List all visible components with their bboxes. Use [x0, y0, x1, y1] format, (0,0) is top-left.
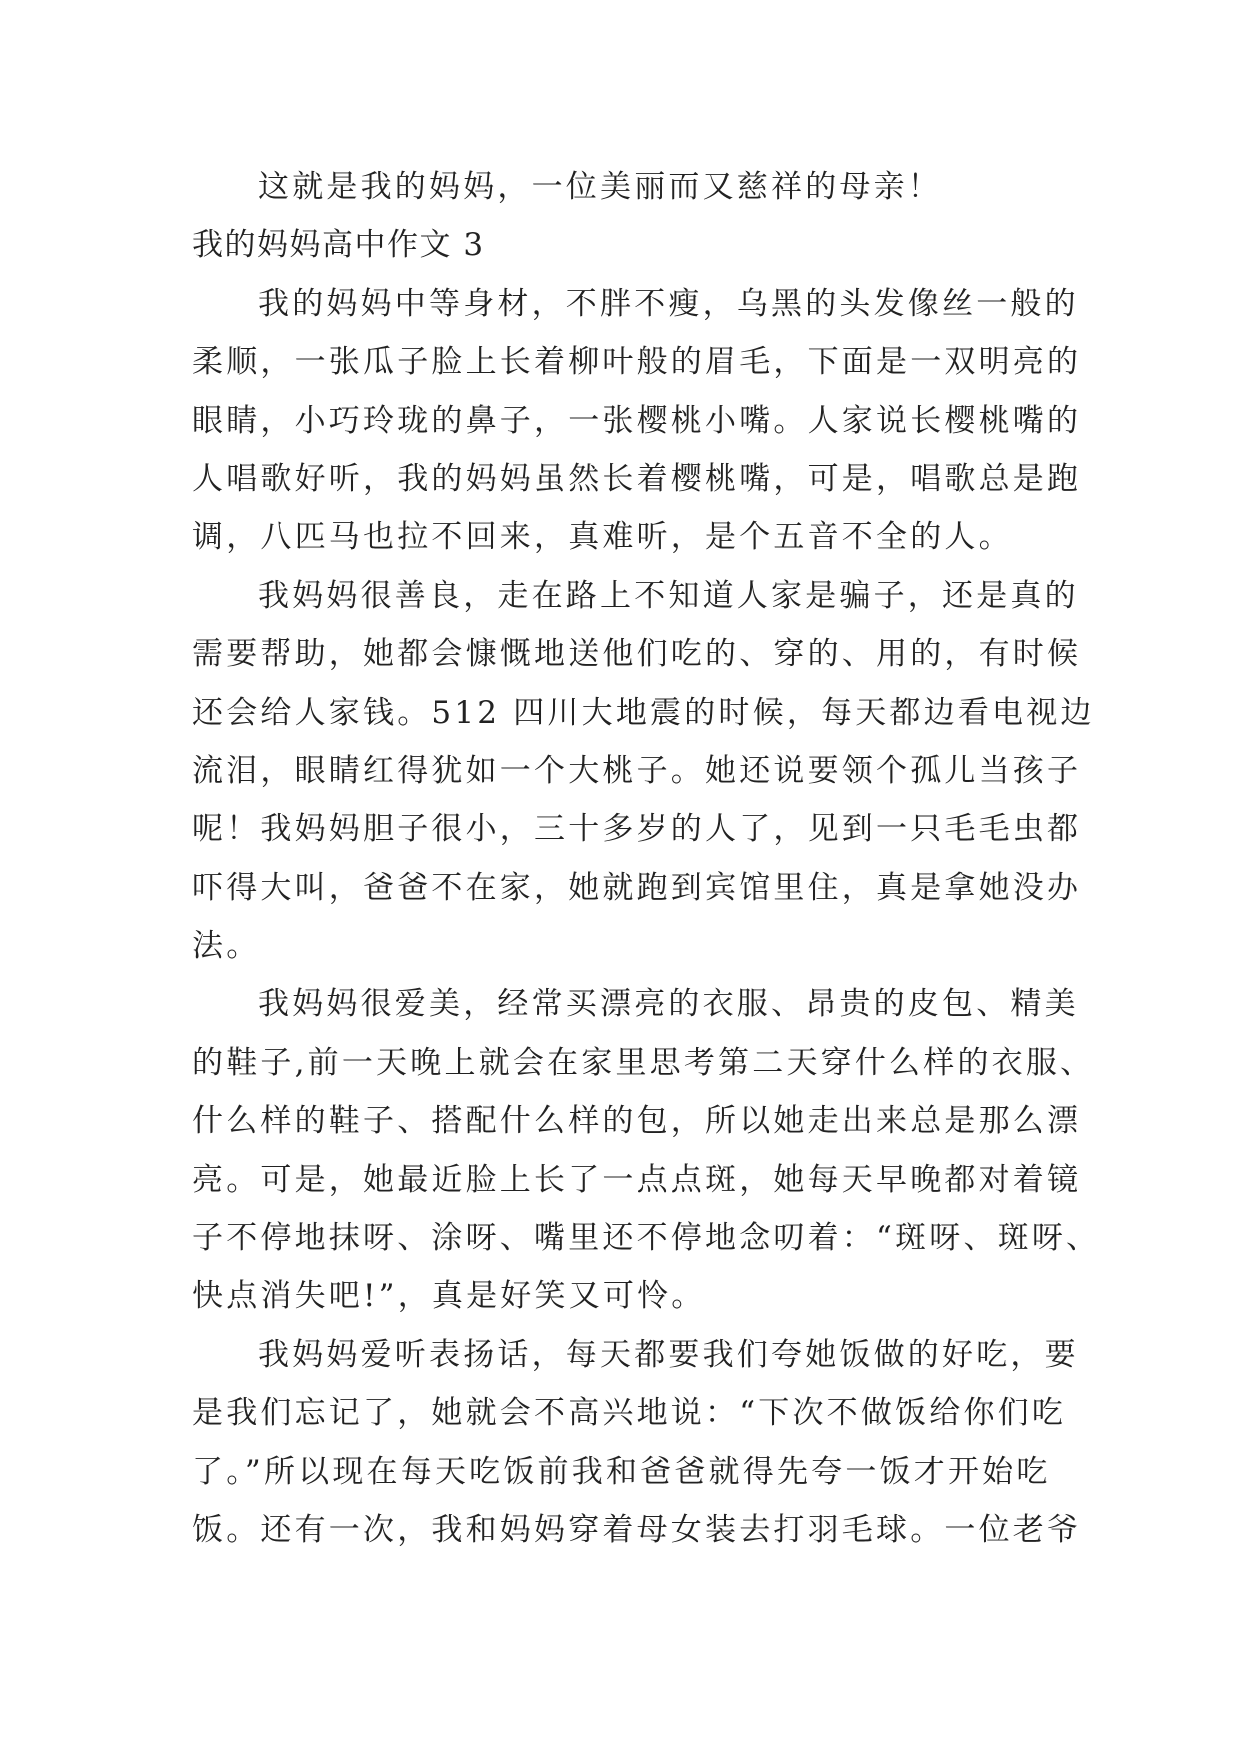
- text-line: 需要帮助，她都会慷慨地送他们吃的、穿的、用的，有时候: [192, 636, 1082, 673]
- text-line: 是我们忘记了，她就会不高兴地说：“下次不做饭给你们吃: [192, 1395, 1067, 1432]
- text-line: 眼睛，小巧玲珑的鼻子，一张樱桃小嘴。人家说长樱桃嘴的: [192, 402, 1082, 439]
- text-line: 什么样的鞋子、搭配什么样的包，所以她走出来总是那么漂: [192, 1103, 1082, 1140]
- text-line: 的鞋子,前一天晚上就会在家里思考第二天穿什么样的衣服、: [192, 1044, 1095, 1081]
- text-line: 亮。可是，她最近脸上长了一点点斑，她每天早晚都对着镜: [192, 1161, 1082, 1198]
- text-line: 快点消失吧!”，真是好笑又可怜。: [192, 1278, 706, 1315]
- text-line: 还会给人家钱。512 四川大地震的时候，每天都边看电视边: [192, 694, 1095, 731]
- text-line: 人唱歌好听，我的妈妈虽然长着樱桃嘴，可是，唱歌总是跑: [192, 460, 1082, 497]
- text-line: 柔顺，一张瓜子脸上长着柳叶般的眉毛，下面是一双明亮的: [192, 344, 1082, 381]
- text-line: 呢！我妈妈胆子很小，三十多岁的人了，见到一只毛毛虫都: [192, 811, 1082, 848]
- document-body: [192, 158, 1101, 1559]
- text-line: 调，八匹马也拉不回来，真难听，是个五音不全的人。: [192, 519, 1013, 556]
- text-line: 我妈妈很善良，走在路上不知道人家是骗子，还是真的: [258, 577, 1079, 614]
- text-line: 我的妈妈中等身材，不胖不瘦，乌黑的头发像丝一般的: [258, 285, 1079, 322]
- section-title: 我的妈妈高中作文 3: [192, 227, 485, 264]
- text-line: 我妈妈爱听表扬话，每天都要我们夸她饭做的好吃，要: [258, 1336, 1079, 1373]
- text-line: 饭。还有一次，我和妈妈穿着母女装去打羽毛球。一位老爷: [192, 1511, 1082, 1548]
- text-line: 了。”所以现在每天吃饭前我和爸爸就得先夸一饭才开始吃: [192, 1453, 1051, 1490]
- text-line: 我妈妈很爱美，经常买漂亮的衣服、昂贵的皮包、精美: [258, 986, 1079, 1023]
- text-line: 子不停地抹呀、涂呀、嘴里还不停地念叨着：“斑呀、斑呀、: [192, 1220, 1101, 1257]
- text-line: 吓得大叫，爸爸不在家，她就跑到宾馆里住，真是拿她没办: [192, 869, 1082, 906]
- text-line: 流泪，眼睛红得犹如一个大桃子。她还说要领个孤儿当孩子: [192, 752, 1082, 789]
- text-line: 这就是我的妈妈，一位美丽而又慈祥的母亲！: [258, 169, 942, 205]
- text-line: 法。: [192, 928, 261, 965]
